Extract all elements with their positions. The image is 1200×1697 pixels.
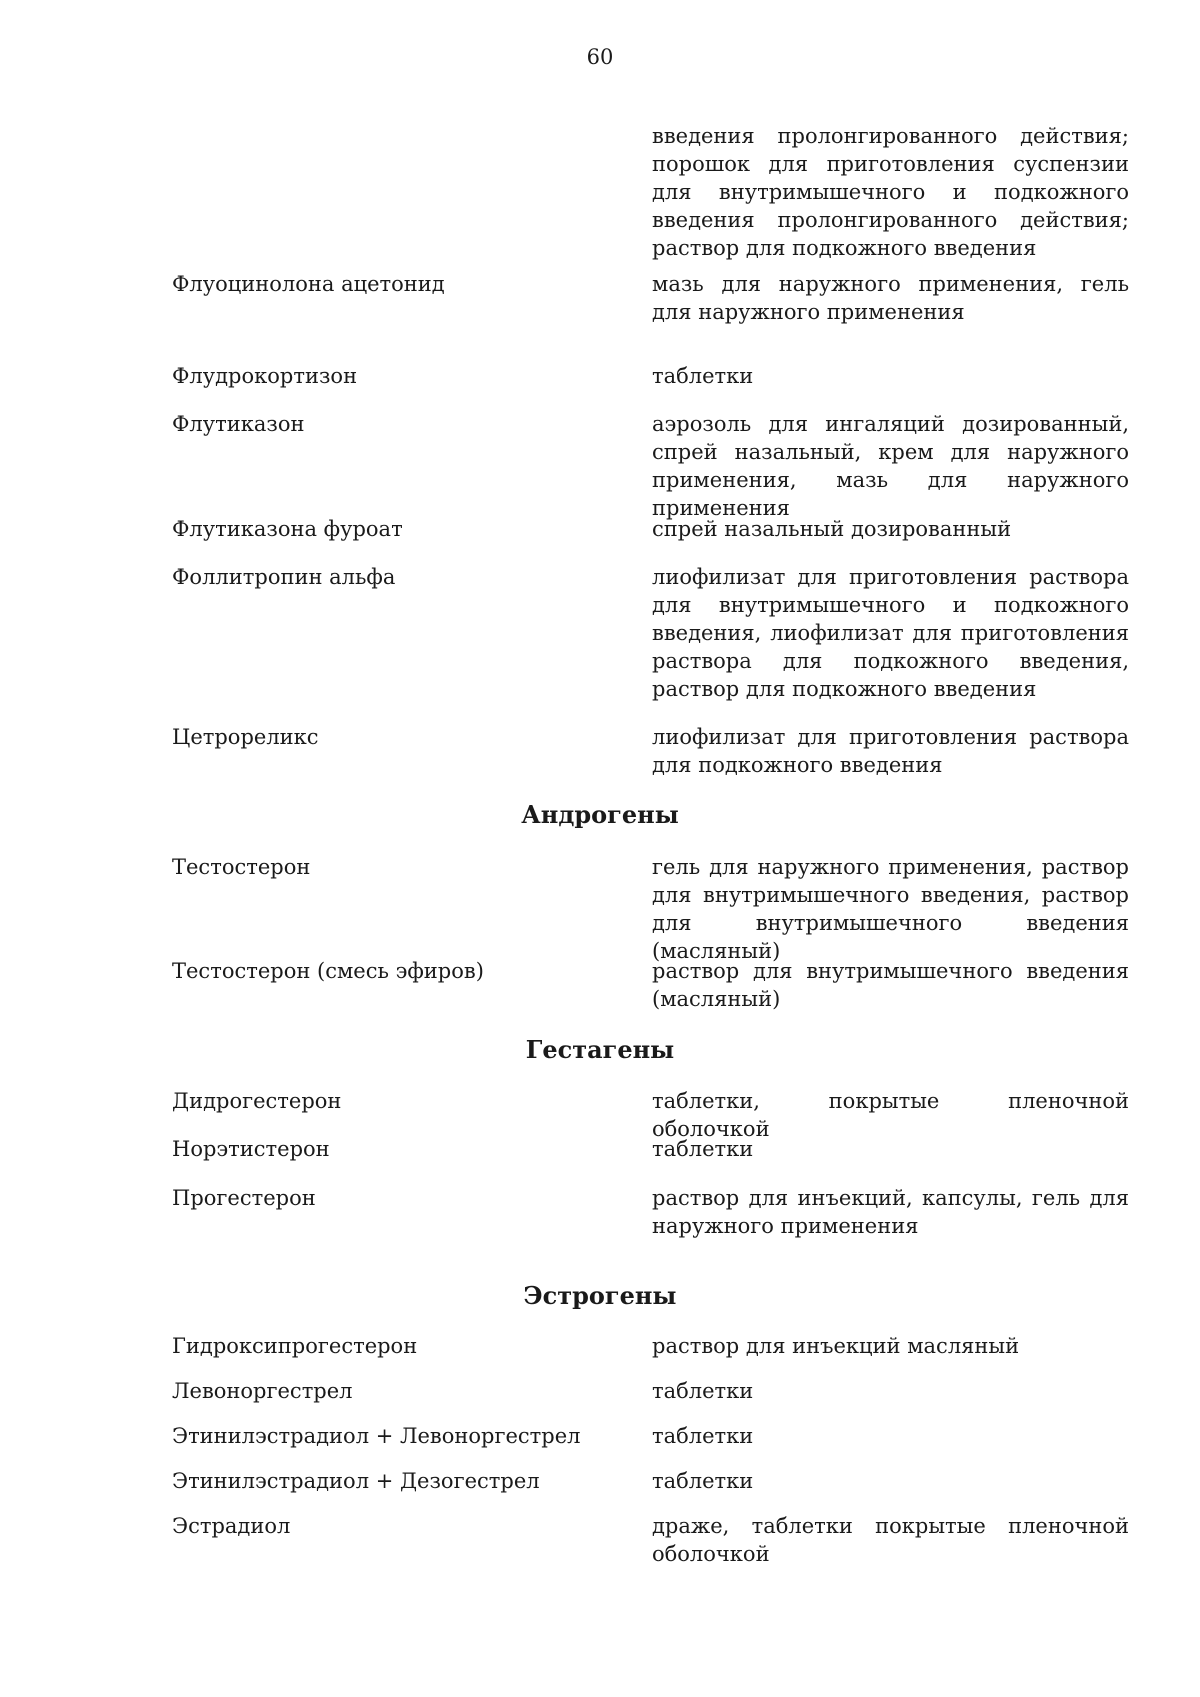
dosage-form: лиофилизат для приготовления раствора для внутримышечного и подкожного введения, лиофилизат для приготовления раствора для подкожного введения, раствор для подкожного введения [652, 565, 1129, 701]
dosage-form: лиофилизат для приготовления раствора для подкожного введения [652, 725, 1129, 777]
dosage-form: драже, таблетки покрытые пленочной оболочкой [652, 1514, 1129, 1566]
drug-name: Тестостерон (смесь эфиров) [172, 959, 484, 983]
dosage-form: таблетки [652, 1137, 754, 1161]
dosage-form: таблетки [652, 1379, 754, 1403]
drug-name: Флуоцинолона ацетонид [172, 272, 445, 296]
drug-name: Гидроксипрогестерон [172, 1334, 418, 1358]
dosage-form: мазь для наружного применения, гель для наружного применения [652, 272, 1129, 324]
drug-name: Эстрадиол [172, 1514, 291, 1538]
page-number: 60 [586, 45, 614, 69]
drug-name: Тестостерон [172, 855, 311, 879]
drug-name: Дидрогестерон [172, 1089, 342, 1113]
section-heading-androgens: Андрогены [521, 800, 679, 829]
dosage-form: аэрозоль для ингаляций дозированный, спрей назальный, крем для наружного применения, мазь для наружного применения [652, 412, 1129, 520]
dosage-form: спрей назальный дозированный [652, 517, 1012, 541]
dosage-form: гель для наружного применения, раствор для внутримышечного введения, раствор для внутримышечного введения (масляный) [652, 855, 1129, 963]
section-heading-estrogens: Эстрогены [523, 1281, 677, 1310]
drug-name: Этинилэстрадиол + Дезогестрел [172, 1469, 540, 1493]
drug-name: Цетрореликс [172, 725, 319, 749]
dosage-form: введения пролонгированного действия; порошок для приготовления суспензии для внутримышечного и подкожного введения пролонгированного действия; раствор для подкожного введения [652, 124, 1129, 260]
dosage-form: таблетки, покрытые пленочной оболочкой [652, 1089, 1129, 1141]
dosage-form: раствор для внутримышечного введения (масляный) [652, 959, 1129, 1011]
drug-name: Норэтистерон [172, 1137, 330, 1161]
drug-name: Левоноргестрел [172, 1379, 353, 1403]
drug-name: Этинилэстрадиол + Левоноргестрел [172, 1424, 581, 1448]
section-heading-gestagens: Гестагены [525, 1035, 675, 1064]
dosage-form: раствор для инъекций, капсулы, гель для наружного применения [652, 1186, 1129, 1238]
drug-name: Фоллитропин альфа [172, 565, 396, 589]
drug-name: Флутиказона фуроат [172, 517, 403, 541]
dosage-form: таблетки [652, 364, 754, 388]
dosage-form: раствор для инъекций масляный [652, 1334, 1020, 1358]
drug-name: Прогестерон [172, 1186, 316, 1210]
dosage-form: таблетки [652, 1424, 754, 1448]
drug-name: Флудрокортизон [172, 364, 358, 388]
drug-name: Флутиказон [172, 412, 305, 436]
dosage-form: таблетки [652, 1469, 754, 1493]
